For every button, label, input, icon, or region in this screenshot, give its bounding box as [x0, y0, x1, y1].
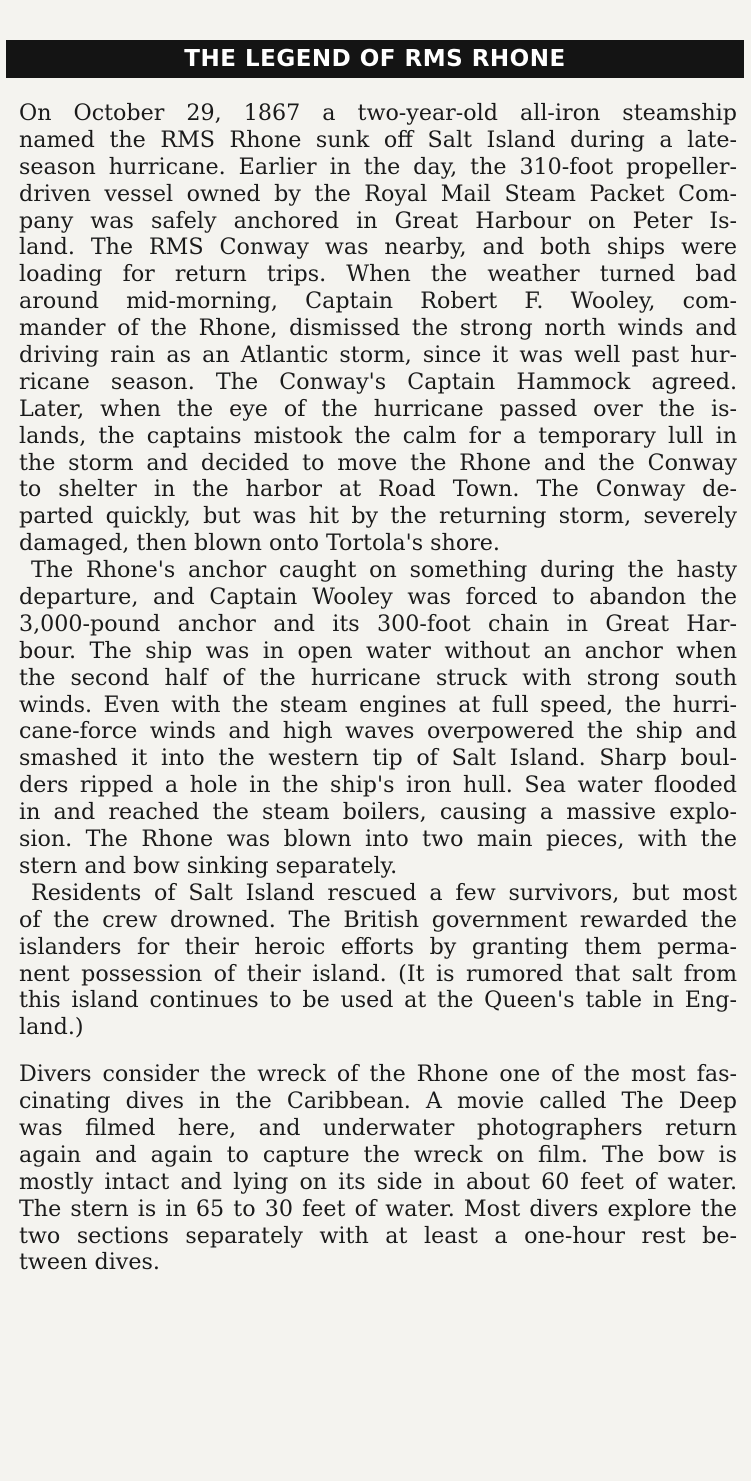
article-title: THE LEGEND OF RMS RHONE — [184, 46, 566, 72]
text-line: damaged, then blown onto Tortola's shore. — [19, 530, 500, 557]
text-line: ricane season. The Conway's Captain Hammock agreed. — [19, 368, 737, 395]
text-line: pany was safely anchored in Great Harbour on Peter Is- — [19, 207, 737, 234]
text-line: winds. Even with the steam engines at full speed, the hurri- — [19, 691, 737, 718]
text-line: season hurricane. Earlier in the day, the 310-foot propeller- — [19, 153, 737, 180]
text-line: driving rain as an Atlantic storm, since it was well past hur- — [19, 342, 737, 369]
text-line: land.) — [19, 1014, 84, 1041]
text-line: loading for return trips. When the weather turned bad — [19, 261, 737, 288]
text-line: Residents of Salt Island rescued a few survivors, but most — [31, 879, 737, 906]
text-line: around mid-morning, Captain Robert F. Wooley, com- — [19, 288, 737, 315]
text-line: this island continues to be used at the Queen's table in Eng- — [19, 987, 737, 1014]
text-line: of the crew drowned. The British government rewarded the — [19, 906, 737, 933]
text-line: stern and bow sinking separately. — [19, 852, 398, 879]
text-line: cinating dives in the Caribbean. A movie called The Deep — [19, 1088, 737, 1115]
text-line: departure, and Captain Wooley was forced to abandon the — [19, 584, 737, 611]
text-line: The Rhone's anchor caught on something during the hasty — [31, 557, 737, 584]
paragraph-4 — [19, 1061, 737, 1276]
paragraph-gap — [19, 1041, 737, 1061]
text-line: smashed it into the western tip of Salt Island. Sharp boul- — [19, 745, 737, 772]
text-line: the second half of the hurricane struck with strong south — [19, 664, 737, 691]
text-line: parted quickly, but was hit by the returning storm, severely — [19, 503, 737, 530]
text-line: to shelter in the harbor at Road Town. The Conway de- — [19, 476, 737, 503]
text-line: named the RMS Rhone sunk off Salt Island during a late- — [19, 126, 737, 153]
text-line: the storm and decided to move the Rhone and the Conway — [19, 449, 737, 476]
text-line: tween dives. — [19, 1249, 160, 1276]
article-body — [19, 100, 737, 1276]
text-line: ders ripped a hole in the ship's iron hull. Sea water flooded — [19, 772, 737, 799]
text-line: land. The RMS Conway was nearby, and both ships were — [19, 234, 737, 261]
text-line: islanders for their heroic efforts by granting them perma- — [19, 933, 737, 960]
text-line: lands, the captains mistook the calm for a temporary lull in — [19, 422, 737, 449]
text-line: two sections separately with at least a one-hour rest be- — [19, 1222, 737, 1249]
text-line: nent possession of their island. (It is rumored that salt from — [19, 960, 737, 987]
text-line: again and again to capture the wreck on film. The bow is — [19, 1141, 737, 1168]
text-line: was filmed here, and underwater photographers return — [19, 1114, 737, 1141]
text-line: Divers consider the wreck of the Rhone one of the most fas- — [19, 1061, 737, 1088]
text-line: in and reached the steam boilers, causing a massive explo- — [19, 799, 737, 826]
text-line: cane-force winds and high waves overpowered the ship and — [19, 718, 737, 745]
text-line: sion. The Rhone was blown into two main pieces, with the — [19, 826, 737, 853]
text-line: Later, when the eye of the hurricane passed over the is- — [19, 395, 737, 422]
text-line: 3,000-pound anchor and its 300-foot chain in Great Har- — [19, 610, 737, 637]
paragraph-1 — [19, 100, 737, 557]
text-line: mostly intact and lying on its side in about 60 feet of water. — [19, 1168, 737, 1195]
paragraph-2 — [19, 557, 737, 880]
text-line: bour. The ship was in open water without an anchor when — [19, 637, 737, 664]
text-line: driven vessel owned by the Royal Mail Steam Packet Com- — [19, 180, 737, 207]
text-line: mander of the Rhone, dismissed the strong north winds and — [19, 315, 737, 342]
text-line: On October 29, 1867 a two-year-old all-iron steamship — [19, 100, 737, 126]
title-banner — [6, 40, 744, 78]
text-line: The stern is in 65 to 30 feet of water. Most divers explore the — [19, 1195, 737, 1222]
paragraph-3 — [19, 880, 737, 1041]
